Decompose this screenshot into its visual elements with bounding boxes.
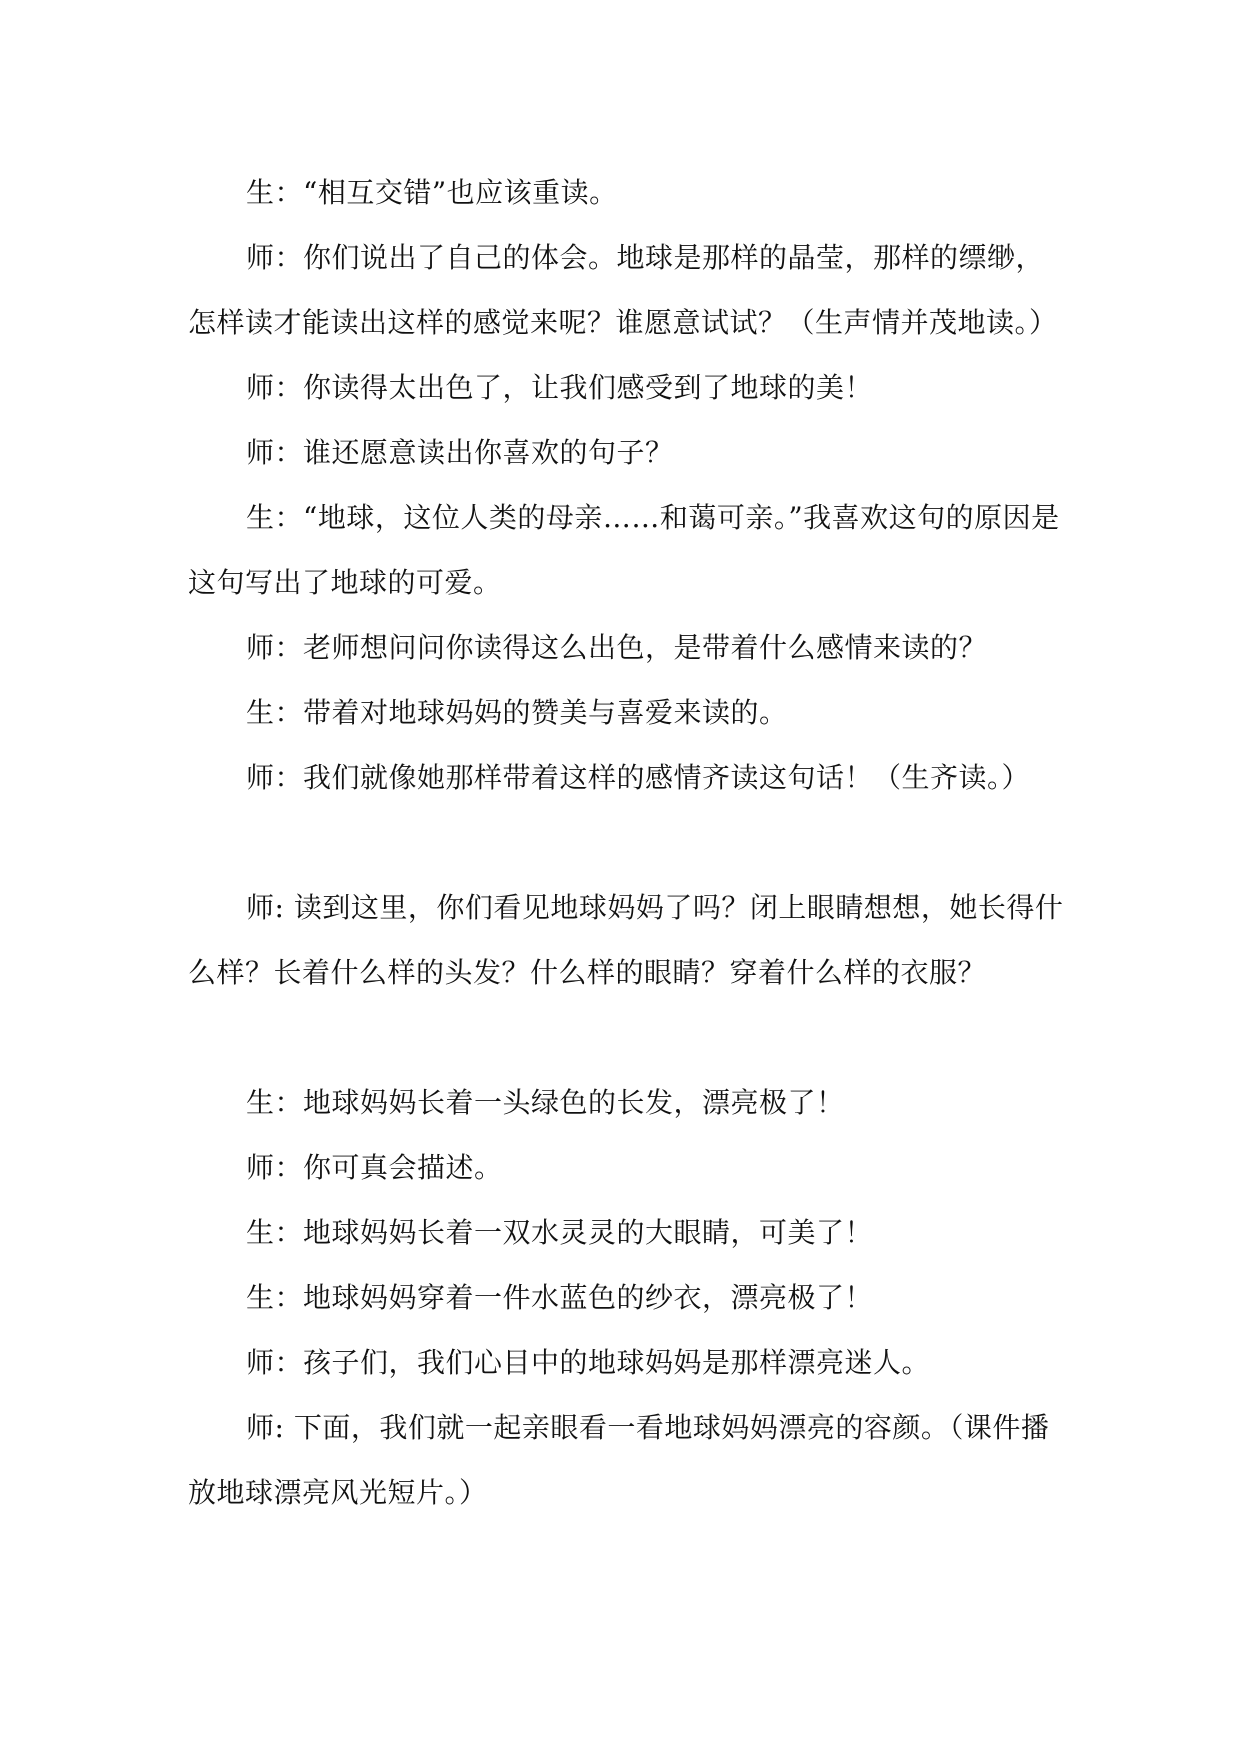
blank-line: [188, 1005, 1068, 1070]
paragraph-2: 师：你们说出了自己的体会。地球是那样的晶莹，那样的缥缈，怎样读才能读出这样的感觉来呢？谁愿意试试？（生声情并茂地读。）: [188, 241, 1058, 339]
paragraph-14: 师：孩子们，我们心目中的地球妈妈是那样漂亮迷人。: [246, 1346, 931, 1379]
paragraph-3: 师：你读得太出色了，让我们感受到了地球的美！: [246, 371, 874, 404]
paragraph-10: 生：地球妈妈长着一头绿色的长发，漂亮极了！: [246, 1086, 845, 1119]
paragraph-12: 生：地球妈妈长着一双水灵灵的大眼睛，可美了！: [246, 1216, 874, 1249]
paragraph-15: 师: 下面，我们就一起亲眼看一看地球妈妈漂亮的容颜。（课件播放地球漂亮风光短片。）: [188, 1411, 1050, 1509]
paragraph-11: 师：你可真会描述。: [246, 1151, 503, 1184]
paragraph-6: 师：老师想问问你读得这么出色，是带着什么感情来读的？: [246, 631, 988, 664]
paragraph-8: 师：我们就像她那样带着这样的感情齐读这句话！（生齐读。）: [246, 761, 1031, 794]
paragraph-5: 生：“地球，这位人类的母亲……和蔼可亲。”我喜欢这句的原因是这句写出了地球的可爱。: [188, 501, 1060, 599]
paragraph-1: 生：“相互交错”也应该重读。: [246, 176, 618, 209]
paragraph-4: 师：谁还愿意读出你喜欢的句子？: [246, 436, 674, 469]
paragraph-13: 生：地球妈妈穿着一件水蓝色的纱衣，漂亮极了！: [246, 1281, 874, 1314]
paragraph-7: 生：带着对地球妈妈的赞美与喜爱来读的。: [246, 696, 788, 729]
document-body: [188, 160, 1068, 1525]
blank-line: [188, 810, 1068, 875]
paragraph-9: 师: 读到这里，你们看见地球妈妈了吗？闭上眼睛想想，她长得什么样？长着什么样的头发？什么样的眼睛？穿着什么样的衣服？: [188, 891, 1064, 989]
